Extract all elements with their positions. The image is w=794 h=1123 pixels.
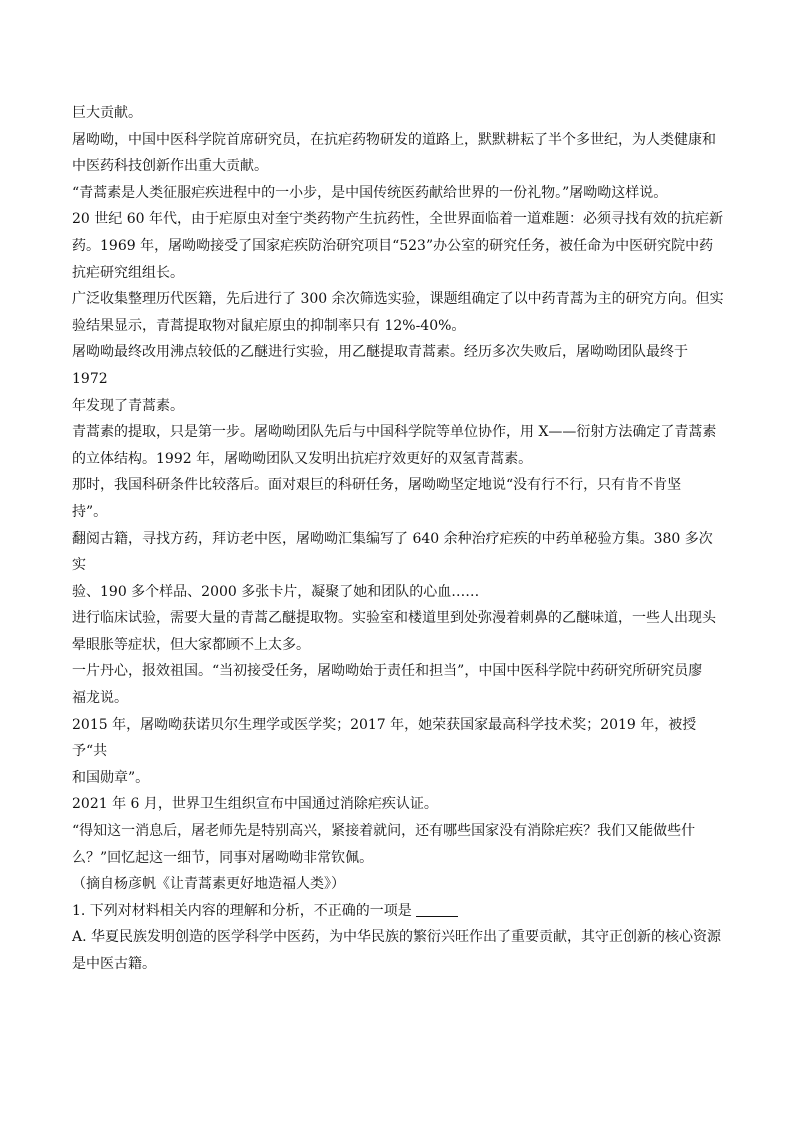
paragraph: 一片丹心，报效祖国。“当初接受任务，屠呦呦始于责任和担当”，中国中医科学院中药研究所研究员廖 福龙说。 — [72, 663, 703, 707]
paragraph: 20 世纪 60 年代，由于疟原虫对奎宁类药物产生抗药性，全世界面临着一道难题：必须寻找有效的抗疟新 药。1969 年，屠呦呦接受了国家疟疾防治研究项目“523”办公室的研究任务，被任命为中医研究院中药 抗疟研究组组长。 — [72, 211, 723, 281]
paragraph: “得知这一消息后，屠老师先是特别高兴，紧接着就问，还有哪些国家没有消除疟疾？我们又能做些什 么？”回忆起这一细节，同事对屠呦呦非常钦佩。 — [72, 823, 696, 866]
paragraph: 翻阅古籍，寻找方药，拜访老中医，屠呦呦汇集编写了 640 余种治疗疟疾的中药单秘验方集。380 多次实 验、190 多个样品、2000 多张卡片，凝聚了她和团队的心血…… — [72, 530, 713, 600]
article-body — [72, 100, 724, 978]
paragraph: 青蒿素的提取，只是第一步。屠呦呦团队先后与中国科学院等单位协作，用 X——衍射方法确定了青蒿素 的立体结构。1992 年，屠呦呦团队又发明出抗疟疗效更好的双氢青蒿素。 — [72, 424, 717, 467]
paragraph: 进行临床试验，需要大量的青蒿乙醚提取物。实验室和楼道里到处弥漫着刺鼻的乙醚味道，一些人出现头 晕眼胀等症状，但大家都顾不上太多。 — [72, 610, 716, 653]
paragraph: “青蒿素是人类征服疟疾进程中的一小步，是中国传统医药献给世界的一份礼物。”屠呦呦这样说。 — [72, 184, 668, 201]
paragraph: 那时，我国科研条件比较落后。面对艰巨的科研任务，屠呦呦坚定地说“没有行不行，只有肯不肯坚 持”。 — [72, 477, 682, 520]
paragraph: 屠呦呦，中国中医科学院首席研究员，在抗疟药物研发的道路上，默默耕耘了半个多世纪，为人类健康和 中医药科技创新作出重大贡献。 — [72, 131, 716, 175]
option-a: A. 华夏民族发明创造的医学科学中医药，为中华民族的繁衍兴旺作出了重要贡献，其守正创新的核心资源 是中医古籍。 — [72, 929, 722, 972]
paragraph: 广泛收集整理历代医籍，先后进行了 300 余次筛选实验，课题组确定了以中药青蒿为主的研究方向。但实 验结果显示，青蒿提取物对鼠疟原虫的抑制率只有 12%-40%。 — [72, 291, 724, 334]
paragraph: 2015 年，屠呦呦获诺贝尔生理学或医学奖；2017 年，她荣获国家最高科学技术奖；2019 年，被授予“共 和国勋章”。 — [72, 716, 697, 786]
paragraph: 2021 年 6 月，世界卫生组织宣布中国通过消除疟疾认证。 — [72, 796, 438, 813]
paragraph: 巨大贡献。 — [72, 105, 142, 121]
paragraph: 屠呦呦最终改用沸点较低的乙醚进行实验，用乙醚提取青蒿素。经历多次失败后，屠呦呦团队最终于 1972 年发现了青蒿素。 — [72, 344, 688, 414]
answer-blank[interactable] — [416, 902, 458, 917]
question-stem-text: 1. 下列对材料相关内容的理解和分析，不正确的一项是 — [72, 902, 412, 919]
source-citation: （摘自杨彦帆《让青蒿素更好地造福人类》） — [72, 876, 345, 893]
question-stem — [72, 898, 724, 925]
